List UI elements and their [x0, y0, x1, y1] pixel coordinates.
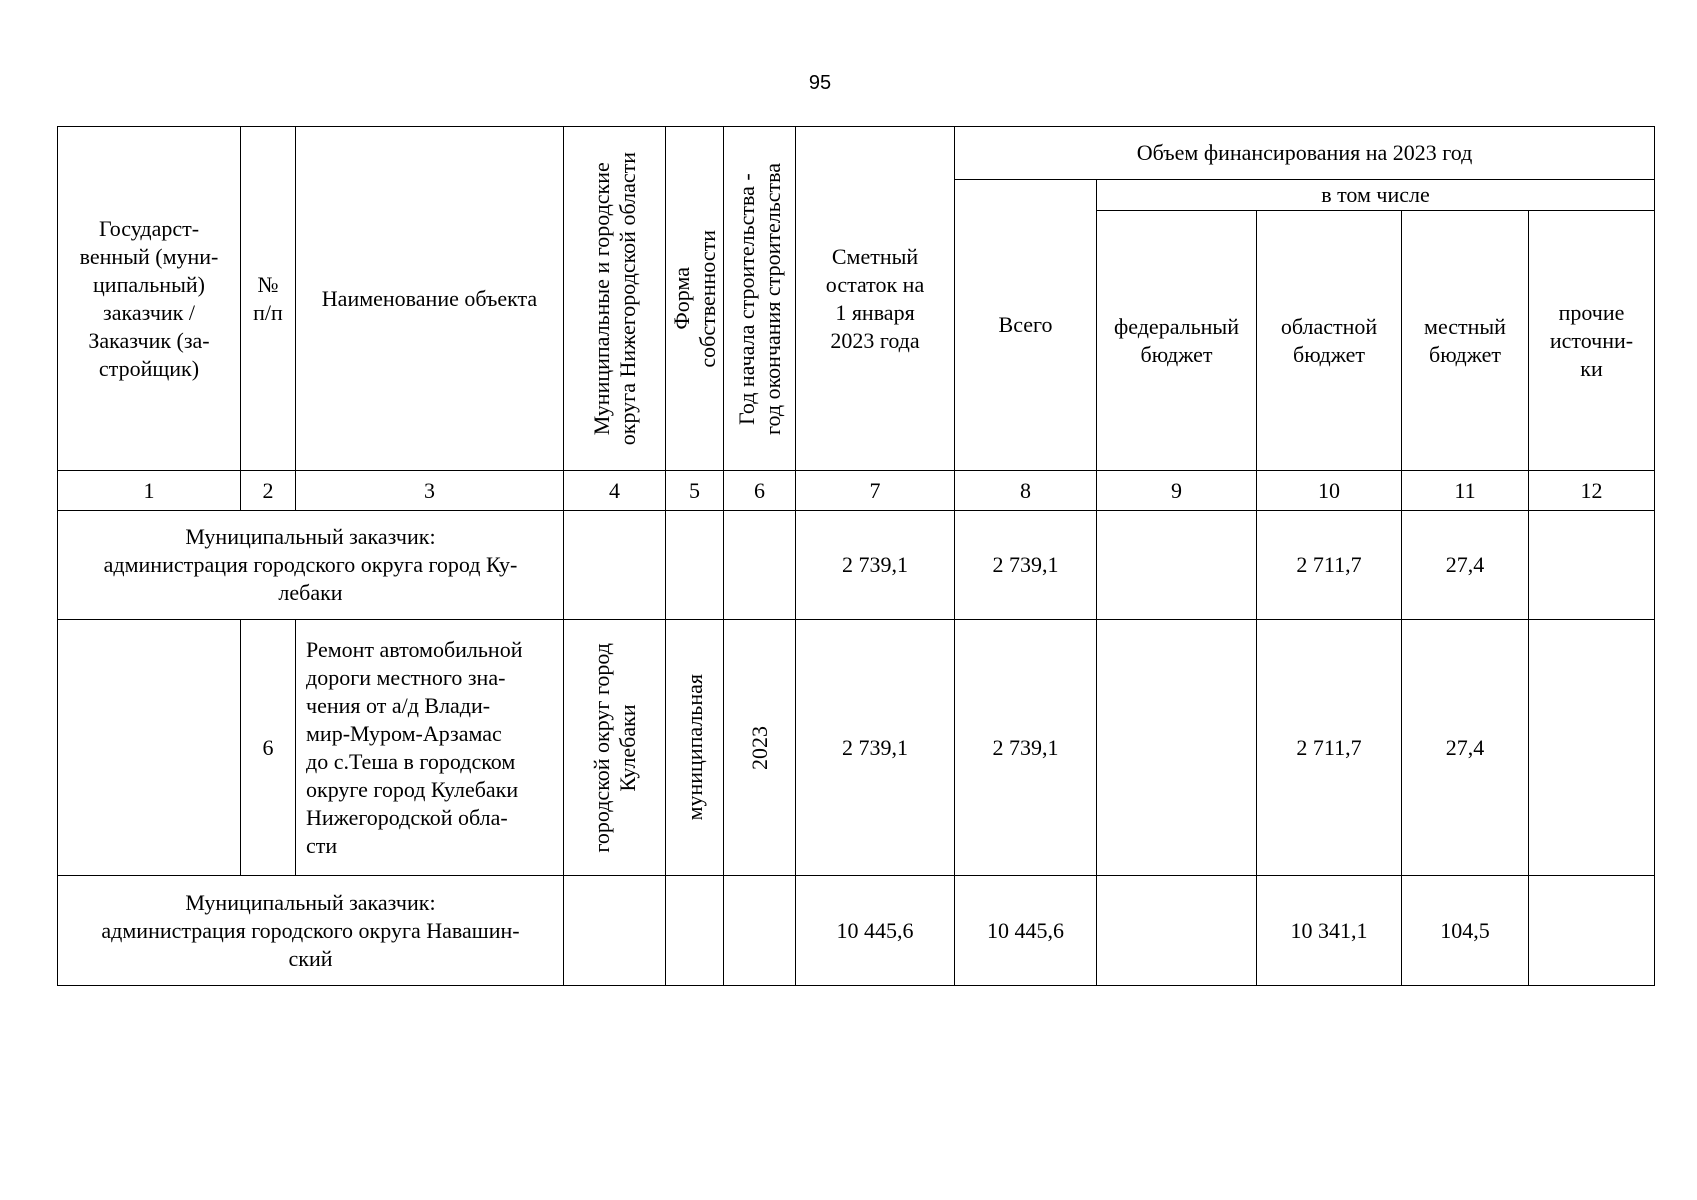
financing-table: [57, 126, 1655, 986]
federal-value: [1097, 511, 1257, 620]
local-value: 27,4: [1402, 511, 1529, 620]
header-local: местный бюджет: [1402, 211, 1529, 471]
federal-value: [1097, 876, 1257, 986]
header-including: в том числе: [1097, 180, 1655, 211]
header-regional: областной бюджет: [1257, 211, 1402, 471]
column-number: 7: [796, 471, 955, 511]
estimate-value: 2 739,1: [796, 620, 955, 876]
estimate-value: 10 445,6: [796, 876, 955, 986]
column-number: 9: [1097, 471, 1257, 511]
header-number: № п/п: [241, 127, 296, 471]
column-number: 1: [58, 471, 241, 511]
regional-value: 2 711,7: [1257, 620, 1402, 876]
estimate-value: 2 739,1: [796, 511, 955, 620]
header-total: Всего: [955, 180, 1097, 471]
other-value: [1529, 620, 1655, 876]
local-value: 27,4: [1402, 620, 1529, 876]
total-value: 2 739,1: [955, 511, 1097, 620]
object-number: 6: [241, 620, 296, 876]
object-ownership: муниципальная: [666, 620, 724, 876]
table-row: [58, 876, 1655, 986]
header-object-name: Наименование объекта: [296, 127, 564, 471]
total-value: 2 739,1: [955, 620, 1097, 876]
column-number: 10: [1257, 471, 1402, 511]
header-federal: федеральный бюджет: [1097, 211, 1257, 471]
table-row: [58, 620, 1655, 876]
column-number: 4: [564, 471, 666, 511]
page-number: 95: [808, 72, 832, 94]
column-number: 8: [955, 471, 1097, 511]
header-customer: Государст- венный (муни- ципальный) заказчик / Заказчик (за- стройщик): [58, 127, 241, 471]
object-years: 2023: [724, 620, 796, 876]
regional-value: 10 341,1: [1257, 876, 1402, 986]
column-number: 3: [296, 471, 564, 511]
column-number: 5: [666, 471, 724, 511]
header-estimate-remainder: Сметный остаток на 1 января 2023 года: [796, 127, 955, 471]
column-number: 6: [724, 471, 796, 511]
table-row: [58, 511, 1655, 620]
object-name: Ремонт автомобильной дороги местного зна- чения от а/д Влади- мир-Муром-Арзамас до с.Теша в городском округе город Кулебаки Нижегородской обла- сти: [296, 620, 564, 876]
column-numbers-row: [58, 471, 1655, 511]
regional-value: 2 711,7: [1257, 511, 1402, 620]
header-other: прочие источни- ки: [1529, 211, 1655, 471]
column-number: 2: [241, 471, 296, 511]
other-value: [1529, 511, 1655, 620]
other-value: [1529, 876, 1655, 986]
header-years: Год начала строительства - год окончания строительства: [724, 127, 796, 471]
federal-value: [1097, 620, 1257, 876]
header-financing: Объем финансирования на 2023 год: [955, 127, 1655, 180]
local-value: 104,5: [1402, 876, 1529, 986]
column-number: 11: [1402, 471, 1529, 511]
total-value: 10 445,6: [955, 876, 1097, 986]
header-ownership: Форма собственности: [666, 127, 724, 471]
object-municipality: городской округ город Кулебаки: [564, 620, 666, 876]
customer-navashino: Муниципальный заказчик: администрация городского округа Навашин- ский: [58, 876, 564, 986]
customer-kulebaki: Муниципальный заказчик: администрация городского округа город Ку- лебаки: [58, 511, 564, 620]
column-number: 12: [1529, 471, 1655, 511]
header-municipality: Муниципальные и городские округа Нижегородской области: [564, 127, 666, 471]
